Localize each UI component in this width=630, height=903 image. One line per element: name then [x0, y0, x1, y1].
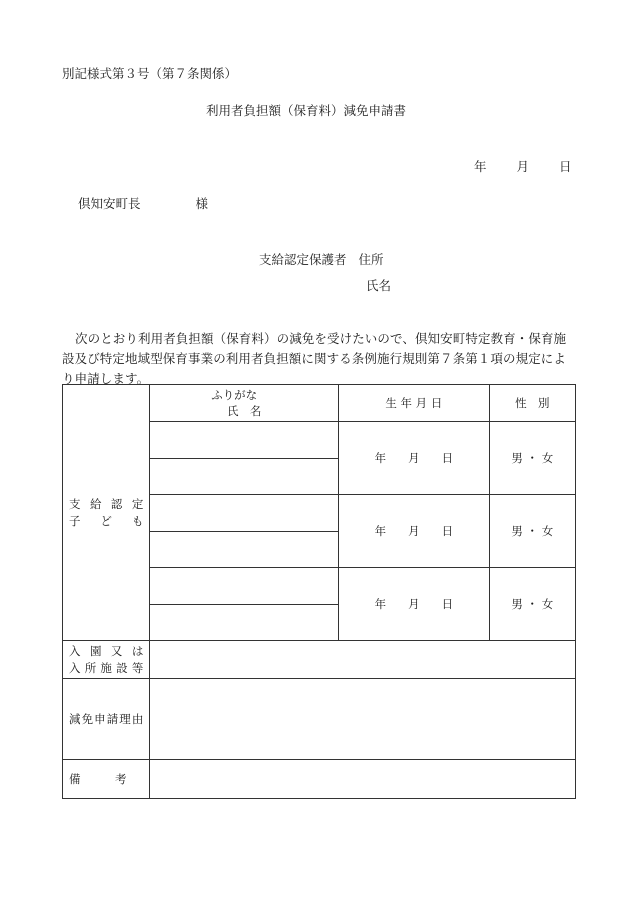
date-day-label: 日 [559, 159, 572, 174]
addressee-honorific: 様 [195, 196, 209, 211]
child-3-name-field[interactable] [150, 605, 339, 641]
child-3-birth-year: 年 [374, 597, 387, 611]
child-1-birth-month: 月 [408, 451, 420, 465]
applicant-role: 支給認定保護者 [259, 252, 347, 267]
addressee [78, 194, 208, 212]
applicant-name-label: 氏名 [366, 278, 392, 293]
furigana-header: ふりがな [211, 388, 258, 402]
child-3-birthdate[interactable] [339, 568, 490, 641]
name-header: 氏 名 [226, 404, 262, 418]
child-3-sex[interactable]: 男 ・ 女 [489, 568, 575, 641]
reason-field[interactable] [150, 679, 576, 760]
remarks-field[interactable] [150, 760, 576, 799]
child-2-birth-year: 年 [374, 524, 387, 538]
child-3-furigana-field[interactable] [150, 568, 339, 605]
facility-label-line2: 入所施設等 [69, 660, 144, 675]
applicant-address-line [259, 250, 384, 268]
child-2-birth-month: 月 [408, 524, 420, 538]
child-2-sex[interactable]: 男 ・ 女 [489, 495, 575, 568]
child-3-birth-day: 日 [441, 597, 454, 611]
application-statement: 次のとおり利用者負担額（保育料）の減免を受けたいので、倶知安町特定教育・保育施設及び特定地域型保育事業の利用者負担額に関する条例施行規則第７条第１項の規定により申請します。 [62, 331, 567, 386]
birthdate-header: 生 年 月 日 [339, 385, 490, 422]
child-1-birthdate[interactable] [339, 422, 490, 495]
child-2-birth-day: 日 [441, 524, 454, 538]
facility-label [63, 641, 150, 679]
child-2-name-field[interactable] [150, 532, 339, 568]
child-3-birth-month: 月 [408, 597, 420, 611]
date-line [474, 157, 572, 175]
child-section-label-line2: 子ども [69, 513, 144, 528]
name-header-cell [150, 385, 339, 422]
child-1-furigana-field[interactable] [150, 422, 339, 459]
addressee-name: 倶知安町長 [78, 196, 141, 211]
child-1-sex[interactable]: 男 ・ 女 [489, 422, 575, 495]
date-month-label: 月 [516, 159, 530, 174]
facility-label-line1: 入園又は [69, 643, 144, 658]
facility-field[interactable] [150, 641, 576, 679]
form-number: 別記様式第３号（第７条関係） [62, 66, 238, 81]
document-title: 利用者負担額（保育料）減免申請書 [206, 103, 407, 118]
application-table [62, 384, 576, 799]
child-1-birth-day: 日 [441, 451, 454, 465]
applicant-address-label: 住所 [358, 252, 384, 267]
child-2-birthdate[interactable] [339, 495, 490, 568]
child-1-birth-year: 年 [374, 451, 387, 465]
child-section-label [63, 385, 150, 641]
remarks-label: 備 考 [63, 760, 150, 799]
reason-label: 減免申請理由 [63, 679, 150, 760]
child-2-furigana-field[interactable] [150, 495, 339, 532]
sex-header: 性 別 [489, 385, 575, 422]
child-1-name-field[interactable] [150, 459, 339, 495]
date-year-label: 年 [474, 159, 487, 174]
child-section-label-line1: 支給認定 [69, 496, 144, 511]
